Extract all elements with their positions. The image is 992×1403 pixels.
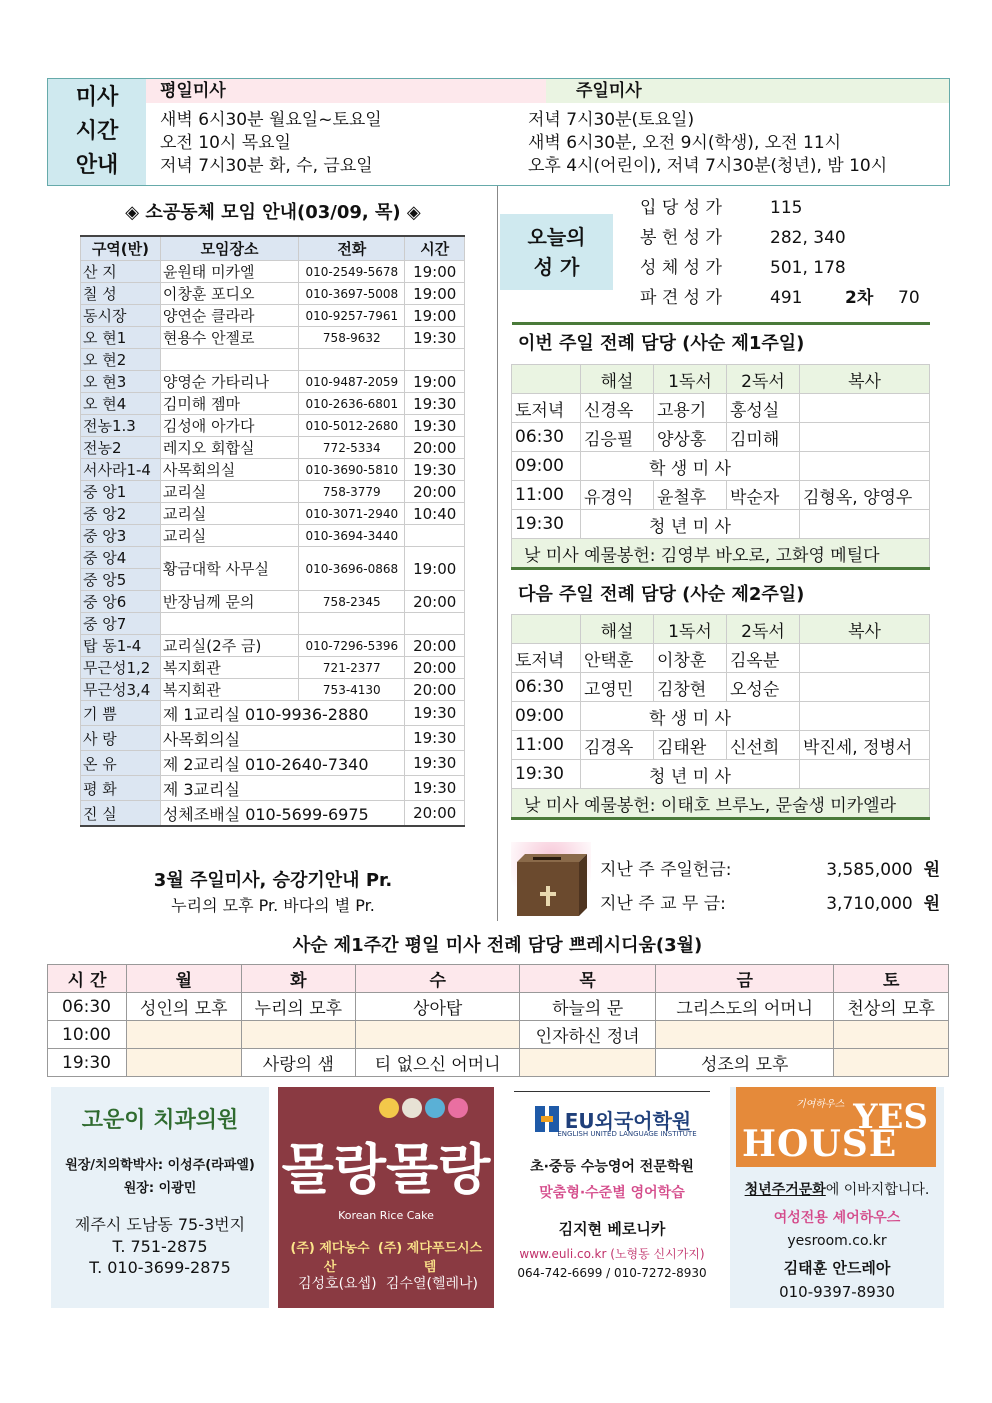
col-header: 해설 [581, 615, 654, 644]
table-row [81, 751, 465, 776]
phone-cell: 758-3779 [299, 481, 405, 503]
phone-cell: 753-4130 [299, 679, 405, 701]
duty-cell: 성인의 모후 [127, 993, 242, 1021]
duty-cell: 천상의 모후 [834, 993, 949, 1021]
zone-cell: 중 앙3 [81, 525, 161, 547]
time-cell: 20:00 [405, 481, 465, 503]
col-header: 금 [656, 965, 834, 993]
time-cell: 19:30 [512, 510, 581, 539]
time-cell: 20:00 [405, 635, 465, 657]
phone-cell: 010-3071-2940 [299, 503, 405, 525]
zone-cell: 온 유 [81, 751, 161, 776]
table-row [81, 437, 465, 459]
rice-cake-subtitle: Korean Rice Cake [338, 1209, 434, 1222]
table-row [512, 702, 930, 731]
phone-cell: 721-2377 [299, 657, 405, 679]
table-row [512, 423, 930, 452]
duty-cell: 홍성실 [727, 394, 800, 423]
time-cell: 11:00 [512, 481, 581, 510]
time-cell: 19:00 [405, 283, 465, 305]
time-cell [405, 525, 465, 547]
zone-cell: 무근성3,4 [81, 679, 161, 701]
duty-cell: 김미해 [727, 423, 800, 452]
dental-director: 원장: 이광민 [123, 1181, 197, 1196]
time-cell: 19:00 [405, 547, 465, 591]
time-cell: 11:00 [512, 731, 581, 760]
duty-cell: 신경옥 [581, 394, 654, 423]
ad-dental-clinic [51, 1087, 269, 1308]
zone-cell: 오 현3 [81, 371, 161, 393]
table-row [48, 1021, 949, 1049]
place-cell: 제 1교리실 010-9936-2880 [160, 701, 405, 726]
place-cell: 복지회관 [160, 657, 298, 679]
col-header [512, 365, 581, 394]
weekday-mass-line: 새벽 6시30분 월요일~토요일 [160, 110, 382, 130]
table-row [81, 657, 465, 679]
yes-house-logo: 기여하우스 YES HOUSE [736, 1087, 936, 1167]
zone-cell: 중 앙1 [81, 481, 161, 503]
ad-yes-house [730, 1087, 944, 1308]
duty-cell: 상아탑 [356, 993, 520, 1021]
phone-cell: 010-9487-2059 [299, 371, 405, 393]
offering-cell: 낮 미사 예물봉헌: 김영부 바오로, 고화영 메틸다 [512, 539, 930, 569]
second-collection-label: 2차 [845, 288, 874, 308]
zone-cell: 중 앙5 [81, 569, 161, 591]
table-header-row [512, 615, 930, 644]
time-cell: 10:00 [48, 1021, 127, 1049]
academy-owner: 김지현 베로니카 [558, 1220, 666, 1238]
duty-cell [356, 1021, 520, 1049]
duty-cell: 김응필 [581, 423, 654, 452]
table-row [81, 305, 465, 327]
table-row [512, 394, 930, 423]
duty-cell: 김창현 [654, 673, 727, 702]
table-row [81, 726, 465, 751]
altar-server-cell [800, 510, 930, 539]
weekday-mass-line: 오전 10시 목요일 [160, 133, 291, 153]
time-cell: 토저녁 [512, 394, 581, 423]
liturgy-next-week-table [511, 614, 930, 820]
time-cell: 19:30 [405, 459, 465, 481]
hymn-item: 봉 헌 성 가 282, 340 [640, 228, 846, 248]
place-cell: 성체조배실 010-5699-6975 [160, 801, 405, 827]
time-cell: 20:00 [405, 657, 465, 679]
table-row [81, 261, 465, 283]
duty-cell: 하늘의 문 [520, 993, 656, 1021]
phone-cell: 010-2636-6801 [299, 393, 405, 415]
liturgy-this-week-table [511, 364, 930, 570]
table-row [512, 731, 930, 760]
table-row [81, 679, 465, 701]
group-meeting-title: ◈ 소공동체 모임 안내(03/09, 목) ◈ [125, 202, 421, 223]
phone-cell: 010-3694-3440 [299, 525, 405, 547]
sunday-mass-line: 새벽 6시30분, 오전 9시(학생), 오전 11시 [528, 133, 842, 153]
offering-row [512, 789, 930, 819]
duty-cell [127, 1021, 242, 1049]
table-row [512, 452, 930, 481]
dental-director: 원장/치의학박사: 이성주(라파엘) [65, 1158, 255, 1173]
place-cell: 이창훈 포디오 [160, 283, 298, 305]
dental-phone: T. 751-2875 [112, 1237, 208, 1256]
offering-line: 지난 주 주일헌금: 3,585,000 원 [600, 860, 940, 880]
col-header: 1독서 [654, 615, 727, 644]
time-cell: 19:30 [405, 751, 465, 776]
ad-language-academy: EU외국어학원 ENGLISH UNITED LANGUAGE INSTITUTE 초·중등 수능영어 전문학원 맞춤형·수준별 영어학습 김지현 베로니카 www.euli.co.kr (노형동 신시가지) 064-742-6699 / 010-7272-8930 [503, 1087, 721, 1308]
col-header [512, 615, 581, 644]
place-cell: 제 2교리실 010-2640-7340 [160, 751, 405, 776]
time-cell: 06:30 [512, 673, 581, 702]
place-cell [160, 349, 298, 371]
zone-cell: 사 랑 [81, 726, 161, 751]
duty-cell: 김형옥, 양영우 [800, 481, 930, 510]
weekday-liturgy-title: 사순 제1주간 평일 미사 전례 담당 쁘레시디움(3월) [292, 935, 703, 956]
time-cell: 토저녁 [512, 644, 581, 673]
zone-cell: 기 쁨 [81, 701, 161, 726]
duty-cell [834, 1021, 949, 1049]
zone-cell: 동시장 [81, 305, 161, 327]
time-cell: 19:30 [405, 327, 465, 349]
time-cell: 19:30 [405, 726, 465, 751]
table-header-row [512, 365, 930, 394]
yes-house-line: 여성전용 셰어하우스 [773, 1210, 901, 1226]
phone-cell: 010-7296-5396 [299, 635, 405, 657]
rice-cake-logo: 몰랑몰랑 [281, 1137, 491, 1201]
group-meeting-table [80, 235, 465, 827]
table-row [512, 644, 930, 673]
table-row [81, 349, 465, 371]
column-divider [497, 186, 498, 921]
table-row [81, 393, 465, 415]
liturgy-next-week-title: 다음 주일 전례 담당 (사순 제2주일) [518, 584, 805, 605]
place-cell: 교리실 [160, 481, 298, 503]
zone-cell: 서사라1-4 [81, 459, 161, 481]
march-notice-line: 누리의 모후 Pr. 바다의 별 Pr. [171, 896, 375, 915]
academy-logo: EU외국어학원 [503, 1104, 721, 1134]
duty-cell: 성조의 모후 [656, 1049, 834, 1077]
phone-cell: 772-5334 [299, 437, 405, 459]
dental-name: 고운이 치과의원 [81, 1108, 239, 1133]
place-cell: 교리실 [160, 503, 298, 525]
offering-box-icon [511, 842, 591, 920]
zone-cell: 진 실 [81, 801, 161, 827]
duty-cell: 그리스도의 어머니 [656, 993, 834, 1021]
table-row [81, 283, 465, 305]
phone-cell: 010-9257-7961 [299, 305, 405, 327]
hymn-item: 성 체 성 가 501, 178 [640, 258, 846, 278]
zone-cell: 중 앙6 [81, 591, 161, 613]
col-header: 모임장소 [160, 236, 298, 261]
yes-house-web[interactable]: yesroom.co.kr [787, 1233, 887, 1249]
duty-cell: 윤철후 [654, 481, 727, 510]
yes-house-owner: 김태훈 안드레아 [783, 1259, 891, 1277]
time-cell [405, 613, 465, 635]
duty-cell: 이창훈 [654, 644, 727, 673]
table-header-row [48, 965, 949, 993]
table-row [81, 801, 465, 827]
rice-cake-dots-icon [378, 1097, 488, 1119]
place-cell: 교리실(2주 금) [160, 635, 298, 657]
second-collection-num: 70 [898, 288, 920, 308]
table-row [81, 613, 465, 635]
time-cell: 19:00 [405, 305, 465, 327]
rice-cake-companies: (주) 제다농수산 (주) 제다푸드시스템 [290, 1241, 483, 1275]
place-cell: 윤원태 미카엘 [160, 261, 298, 283]
sunday-mass-line: 오후 4시(어린이), 저녁 7시30분(청년), 밤 10시 [528, 156, 888, 176]
col-header: 수 [356, 965, 520, 993]
duty-cell: 양상홍 [654, 423, 727, 452]
offering-cell: 낮 미사 예물봉헌: 이태호 브루노, 문술생 미카엘라 [512, 789, 930, 819]
phone-cell: 010-3696-0868 [299, 547, 405, 591]
zone-cell: 중 앙4 [81, 547, 161, 569]
table-row [81, 481, 465, 503]
duty-cell: 박진세, 정병서 [800, 731, 930, 760]
place-cell [160, 613, 298, 635]
zone-cell: 무근성1,2 [81, 657, 161, 679]
place-cell: 양영순 가타리나 [160, 371, 298, 393]
altar-server-cell [800, 760, 930, 789]
col-header: 목 [520, 965, 656, 993]
offering-line: 지난 주 교 무 금: 3,710,000 원 [600, 894, 940, 914]
duty-cell: 티 없으신 어머니 [356, 1049, 520, 1077]
mass-type-cell: 학 생 미 사 [581, 452, 800, 481]
time-cell: 06:30 [512, 423, 581, 452]
place-cell: 레지오 회합실 [160, 437, 298, 459]
phone-cell [299, 613, 405, 635]
dental-address: 제주시 도남동 75-3번지 [74, 1215, 246, 1234]
duty-cell: 사랑의 샘 [241, 1049, 356, 1077]
zone-cell: 평 화 [81, 776, 161, 801]
academy-web[interactable]: www.euli.co.kr (노형동 신시가지) [519, 1247, 705, 1261]
phone-cell: 010-2549-5678 [299, 261, 405, 283]
table-row [512, 481, 930, 510]
yes-house-line: 청년주거문화에 이바지합니다. [744, 1182, 930, 1198]
time-cell: 19:00 [405, 371, 465, 393]
duty-cell: 박순자 [727, 481, 800, 510]
place-cell: 김성애 아가다 [160, 415, 298, 437]
weekday-mass-title: 평일미사 [146, 79, 546, 103]
duty-cell [520, 1049, 656, 1077]
altar-server-cell [800, 452, 930, 481]
duty-cell: 고영민 [581, 673, 654, 702]
table-row [81, 525, 465, 547]
phone-cell [299, 349, 405, 371]
duty-cell [800, 423, 930, 452]
rice-cake-owners: 김성호(요셉) 김수열(헬레나) [298, 1276, 478, 1292]
col-header: 시 간 [48, 965, 127, 993]
table-row [81, 415, 465, 437]
mass-time-box [47, 78, 950, 186]
time-cell: 06:30 [48, 993, 127, 1021]
liturgy-this-week-title: 이번 주일 전례 담당 (사순 제1주일) [512, 322, 930, 364]
duty-cell [656, 1021, 834, 1049]
altar-server-cell [800, 702, 930, 731]
duty-cell: 유경익 [581, 481, 654, 510]
zone-cell: 오 현1 [81, 327, 161, 349]
phone-cell: 010-5012-2680 [299, 415, 405, 437]
table-row [512, 510, 930, 539]
table-row [512, 673, 930, 702]
duty-cell [241, 1021, 356, 1049]
col-header: 월 [127, 965, 242, 993]
col-header: 해설 [581, 365, 654, 394]
zone-cell: 중 앙2 [81, 503, 161, 525]
table-row [512, 760, 930, 789]
place-cell: 복지회관 [160, 679, 298, 701]
time-cell: 09:00 [512, 452, 581, 481]
todays-hymns-label: 오늘의 성 가 [500, 214, 613, 290]
table-row [81, 701, 465, 726]
duty-cell: 안택훈 [581, 644, 654, 673]
place-cell: 사목회의실 [160, 726, 405, 751]
table-row [81, 327, 465, 349]
weekday-mass-line: 저녁 7시30분 화, 수, 금요일 [160, 156, 373, 176]
duty-cell: 김옥분 [727, 644, 800, 673]
duty-cell: 인자하신 정녀 [520, 1021, 656, 1049]
zone-cell: 전농2 [81, 437, 161, 459]
yes-house-phone: 010-9397-8930 [779, 1283, 895, 1301]
time-cell: 10:40 [405, 503, 465, 525]
duty-cell: 누리의 모후 [241, 993, 356, 1021]
place-cell: 김미해 젬마 [160, 393, 298, 415]
academy-line: 맞춤형·수준별 영어학습 [539, 1185, 685, 1201]
col-header: 토 [834, 965, 949, 993]
time-cell: 20:00 [405, 437, 465, 459]
time-cell: 09:00 [512, 702, 581, 731]
academy-line: 초·중등 수능영어 전문학원 [530, 1159, 694, 1175]
zone-cell: 탑 동1-4 [81, 635, 161, 657]
offering-row [512, 539, 930, 569]
col-header: 1독서 [654, 365, 727, 394]
time-cell: 19:30 [405, 701, 465, 726]
col-header: 복사 [800, 615, 930, 644]
mass-time-label: 미사 시간 안내 [48, 79, 146, 185]
time-cell: 20:00 [405, 591, 465, 613]
phone-cell: 010-3697-5008 [299, 283, 405, 305]
table-row [81, 503, 465, 525]
time-cell [405, 349, 465, 371]
time-cell: 19:30 [405, 393, 465, 415]
zone-cell: 오 현2 [81, 349, 161, 371]
col-header: 2독서 [727, 365, 800, 394]
march-notice-title: 3월 주일미사, 승강기안내 Pr. [153, 870, 393, 891]
time-cell: 19:30 [512, 760, 581, 789]
ad-rice-cake [278, 1087, 494, 1308]
duty-cell: 김경옥 [581, 731, 654, 760]
time-cell: 20:00 [405, 801, 465, 827]
time-cell: 19:30 [405, 776, 465, 801]
zone-cell: 오 현4 [81, 393, 161, 415]
duty-cell: 고용기 [654, 394, 727, 423]
phone-cell: 758-9632 [299, 327, 405, 349]
col-header: 전화 [299, 236, 405, 261]
zone-cell: 중 앙7 [81, 613, 161, 635]
col-header: 화 [241, 965, 356, 993]
time-cell: 19:30 [405, 415, 465, 437]
table-row [81, 459, 465, 481]
col-header: 시간 [405, 236, 465, 261]
duty-cell [800, 394, 930, 423]
place-cell: 양연순 클라라 [160, 305, 298, 327]
duty-cell [127, 1049, 242, 1077]
table-row [81, 591, 465, 613]
duty-cell [800, 644, 930, 673]
col-header: 2독서 [727, 615, 800, 644]
time-cell: 20:00 [405, 679, 465, 701]
table-row [81, 547, 465, 569]
duty-cell [834, 1049, 949, 1077]
time-cell: 19:30 [48, 1049, 127, 1077]
duty-cell: 오성순 [727, 673, 800, 702]
place-cell: 사목회의실 [160, 459, 298, 481]
zone-cell: 산 지 [81, 261, 161, 283]
zone-cell: 전농1.3 [81, 415, 161, 437]
place-cell: 교리실 [160, 525, 298, 547]
mass-type-cell: 학 생 미 사 [581, 702, 800, 731]
place-cell: 황금대학 사무실 [160, 547, 298, 591]
dental-phone: T. 010-3699-2875 [89, 1258, 231, 1277]
phone-cell: 758-2345 [299, 591, 405, 613]
duty-cell: 김태완 [654, 731, 727, 760]
table-row [48, 1049, 949, 1077]
table-row [81, 635, 465, 657]
weekday-liturgy-table [47, 964, 949, 1077]
duty-cell: 신선희 [727, 731, 800, 760]
sunday-mass-line: 저녁 7시30분(토요일) [528, 110, 695, 130]
col-header: 복사 [800, 365, 930, 394]
mass-type-cell: 청 년 미 사 [581, 510, 800, 539]
time-cell: 19:00 [405, 261, 465, 283]
table-row [81, 776, 465, 801]
sunday-mass-title: 주일미사 [546, 79, 949, 103]
academy-phone: 064-742-6699 / 010-7272-8930 [517, 1266, 707, 1280]
place-cell: 반장님께 문의 [160, 591, 298, 613]
table-row [48, 993, 949, 1021]
hymn-item: 파 견 성 가 491 2차 70 [640, 283, 930, 313]
table-row [81, 371, 465, 393]
place-cell: 현용수 안젤로 [160, 327, 298, 349]
phone-cell: 010-3690-5810 [299, 459, 405, 481]
zone-cell: 칠 성 [81, 283, 161, 305]
hymn-item: 입 당 성 가 115 [640, 198, 803, 218]
duty-cell [800, 673, 930, 702]
place-cell: 제 3교리실 [160, 776, 405, 801]
mass-type-cell: 청 년 미 사 [581, 760, 800, 789]
col-header: 구역(반) [81, 236, 161, 261]
